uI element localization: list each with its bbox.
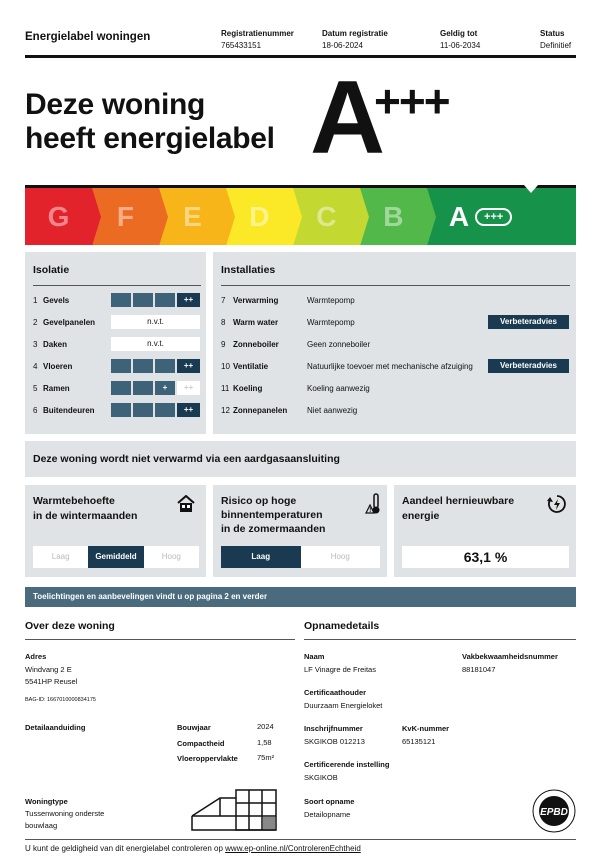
active-class-marker xyxy=(524,185,538,193)
installatie-row xyxy=(221,359,473,373)
certificerende-instelling-label: Certificerende instelling xyxy=(304,760,390,769)
gas-notice-panel xyxy=(25,441,576,477)
vloeroppervlakte-label: Vloeroppervlakte xyxy=(177,754,238,763)
energy-label-plus: +++ xyxy=(374,75,449,127)
rating-segment: ++ xyxy=(177,359,200,373)
scale-class-label: C xyxy=(316,200,337,232)
hernieuwbaar-panel xyxy=(394,485,576,577)
naam-label: Naam xyxy=(304,652,325,661)
isolatie-row xyxy=(33,337,67,351)
isolatie-rating-bar xyxy=(111,359,200,373)
building-type-icon xyxy=(190,786,280,832)
row-number: 4 xyxy=(33,361,38,371)
adres-label: Adres xyxy=(25,652,47,661)
rating-segment xyxy=(133,359,155,373)
scale-class-b xyxy=(360,188,427,245)
bouwjaar-value: 2024 xyxy=(257,722,274,731)
isolatie-row xyxy=(33,359,72,373)
rating-segment: ++ xyxy=(177,381,200,395)
installatie-row xyxy=(221,337,370,351)
certificaathouder-value: Duurzaam Energieloket xyxy=(304,701,383,710)
risico-title: Risico op hoge binnentemperaturen in de zomermaanden xyxy=(221,495,326,535)
row-number: 11 xyxy=(221,383,230,393)
scale-class-g xyxy=(25,188,92,245)
hernieuwbaar-title: Aandeel hernieuwbare energie xyxy=(402,495,515,522)
scale-chevron xyxy=(427,188,436,246)
warmtebehoefte-title: Warmtebehoefte in de wintermaanden xyxy=(33,495,138,522)
row-number: 12 xyxy=(221,405,230,415)
header-rule xyxy=(25,55,576,58)
rating-segment xyxy=(133,381,155,395)
row-number: 8 xyxy=(221,317,226,327)
row-number: 9 xyxy=(221,339,226,349)
scale-option-gemiddeld: Gemiddeld xyxy=(88,546,143,568)
row-value: Koeling aanwezig xyxy=(307,383,370,393)
rating-segment xyxy=(111,359,133,373)
registration-date: Datum registratie 18-06-2024 xyxy=(322,29,388,50)
vakbekwaamheid-value: 88181047 xyxy=(462,665,496,674)
installaties-panel xyxy=(213,252,576,434)
scale-class-e xyxy=(159,188,226,245)
scale-class-label: E xyxy=(183,200,202,232)
installaties-title: Installaties xyxy=(221,264,276,276)
rating-segment xyxy=(155,293,177,307)
soort-opname-value: Detailopname xyxy=(304,810,351,819)
scale-class-f xyxy=(92,188,159,245)
risico-panel xyxy=(213,485,387,577)
kvk-label: KvK-nummer xyxy=(402,724,450,733)
scale-option-laag: Laag xyxy=(51,552,70,561)
kvk-value: 65135121 xyxy=(402,737,436,746)
row-label: Vloeren xyxy=(43,361,73,371)
isolatie-row xyxy=(33,293,69,307)
row-label: Zonneboiler xyxy=(233,339,279,349)
isolatie-row xyxy=(33,403,95,417)
hero-heading: Deze woning heeft energielabel xyxy=(25,88,275,155)
row-number: 1 xyxy=(33,295,38,305)
scale-option-hoog: Hoog xyxy=(330,552,350,561)
row-label: Gevelpanelen xyxy=(43,317,96,327)
inschrijfnummer-label: Inschrijfnummer xyxy=(304,724,363,733)
compactheid-label: Compactheid xyxy=(177,739,225,748)
over-woning-title: Over deze woning xyxy=(25,620,115,632)
scale-active-plus: +++ xyxy=(475,208,512,226)
row-label: Warm water xyxy=(233,317,279,327)
scale-chevron xyxy=(226,188,235,246)
svg-text:EPBD: EPBD xyxy=(540,807,568,818)
scale-option-laag: Laag xyxy=(221,546,301,568)
isolatie-rating-bar xyxy=(111,403,200,417)
scale-chevron xyxy=(92,188,101,246)
scale-class-label: D xyxy=(249,200,270,232)
row-label: Gevels xyxy=(43,295,70,305)
woningtype-value: Tussenwoning onderste bouwlaag xyxy=(25,809,105,830)
row-label: Daken xyxy=(43,339,68,349)
detailaanduiding-label: Detailaanduiding xyxy=(25,723,86,732)
isolatie-value: n.v.t. xyxy=(111,315,200,329)
scale-class-label: A xyxy=(448,200,470,232)
bag-id: BAG-ID: 1667010000834175 xyxy=(25,697,96,703)
registration-number: Registratienummer 765433151 xyxy=(221,29,294,50)
row-number: 10 xyxy=(221,361,230,371)
installatie-row xyxy=(221,403,357,417)
svg-text:!: ! xyxy=(369,508,372,514)
house-icon xyxy=(177,495,195,513)
row-number: 3 xyxy=(33,339,38,349)
installatie-row xyxy=(221,381,370,395)
rating-segment xyxy=(111,403,133,417)
row-label: Ramen xyxy=(43,383,70,393)
vakbekwaamheid-label: Vakbekwaamheidsnummer xyxy=(462,652,558,661)
rating-segment xyxy=(133,293,155,307)
scale-class-c xyxy=(293,188,360,245)
installatie-row xyxy=(221,293,355,307)
scale-class-label: B xyxy=(383,200,404,232)
woningtype-label: Woningtype xyxy=(25,797,68,806)
isolatie-row xyxy=(33,315,95,329)
row-number: 6 xyxy=(33,405,38,415)
energy-scale xyxy=(25,185,576,245)
bouwjaar-label: Bouwjaar xyxy=(177,723,211,732)
scale-class-a xyxy=(427,188,576,245)
isolatie-rating-bar xyxy=(111,381,200,395)
naam-value: LF Vinagre de Freitas xyxy=(304,665,376,674)
rating-segment: ++ xyxy=(177,403,200,417)
scale-class-label: G xyxy=(47,200,70,232)
rating-segment: + xyxy=(155,381,177,395)
row-number: 2 xyxy=(33,317,38,327)
vloeroppervlakte-value: 75m² xyxy=(257,753,275,762)
warmtebehoefte-scale xyxy=(33,546,199,568)
scale-chevron xyxy=(360,188,369,246)
rating-segment xyxy=(111,381,133,395)
adres-value: Windvang 2 E 5541HP Reusel xyxy=(25,665,78,686)
row-value: Warmtepomp xyxy=(307,317,355,327)
energy-label-letter: A xyxy=(310,60,386,176)
verbeteradvies-button[interactable]: Verbeteradvies xyxy=(488,359,569,373)
epbd-logo xyxy=(531,788,577,834)
scale-class-label: F xyxy=(116,200,134,232)
scale-chevron xyxy=(159,188,168,246)
verbeteradvies-button[interactable]: Verbeteradvies xyxy=(488,315,569,329)
warmtebehoefte-panel xyxy=(25,485,206,577)
soort-opname-label: Soort opname xyxy=(304,797,355,806)
isolatie-panel xyxy=(25,252,206,434)
inschrijfnummer-value: SKGIKOB 012213 xyxy=(304,737,365,746)
installatie-row xyxy=(221,315,355,329)
thermometer-warning-icon xyxy=(365,493,383,515)
row-label: Zonnepanelen xyxy=(233,405,288,415)
isolatie-title: Isolatie xyxy=(33,264,70,276)
row-value: Natuurlijke toevoer met mechanische afzuiging xyxy=(307,361,473,371)
row-number: 7 xyxy=(221,295,226,305)
row-label: Ventilatie xyxy=(233,361,269,371)
compactheid-value: 1,58 xyxy=(257,738,272,747)
rating-segment xyxy=(155,359,177,373)
row-value: Niet aanwezig xyxy=(307,405,358,415)
explanation-note: Toelichtingen en aanbevelingen vindt u op pagina 2 en verder xyxy=(25,587,576,607)
renewable-share-value: 63,1 % xyxy=(402,546,569,568)
scale-chevron xyxy=(293,188,302,246)
opnamedetails-title: Opnamedetails xyxy=(304,620,380,632)
scale-class-d xyxy=(226,188,293,245)
verification-link[interactable]: www.ep-online.nl/ControlerenEchtheid xyxy=(225,844,361,853)
certificerende-instelling-value: SKGIKOB xyxy=(304,773,338,782)
row-value: Warmtepomp xyxy=(307,295,355,305)
valid-until: Geldig tot 11-06-2034 xyxy=(440,29,481,50)
isolatie-row xyxy=(33,381,70,395)
row-label: Buitendeuren xyxy=(43,405,95,415)
gas-notice: Deze woning wordt niet verwarmd via een aardgasaansluiting xyxy=(33,453,340,465)
status: Status Definitief xyxy=(540,29,572,50)
isolatie-value: n.v.t. xyxy=(111,337,200,351)
risico-scale xyxy=(221,546,380,568)
row-label: Koeling xyxy=(233,383,263,393)
rating-segment: ++ xyxy=(177,293,200,307)
renewable-icon xyxy=(546,493,568,515)
rating-segment xyxy=(111,293,133,307)
isolatie-rating-bar xyxy=(111,293,200,307)
row-value: Geen zonneboiler xyxy=(307,339,371,349)
certificaathouder-label: Certificaathouder xyxy=(304,688,367,697)
footer-text: U kunt de geldigheid van dit energielabel controleren op www.ep-online.nl/ControlerenEchtheid xyxy=(25,844,361,853)
scale-option-hoog: Hoog xyxy=(161,552,181,561)
rating-segment xyxy=(155,403,177,417)
row-number: 5 xyxy=(33,383,38,393)
document-title: Energielabel woningen xyxy=(25,31,151,43)
rating-segment xyxy=(133,403,155,417)
row-label: Verwarming xyxy=(233,295,279,305)
